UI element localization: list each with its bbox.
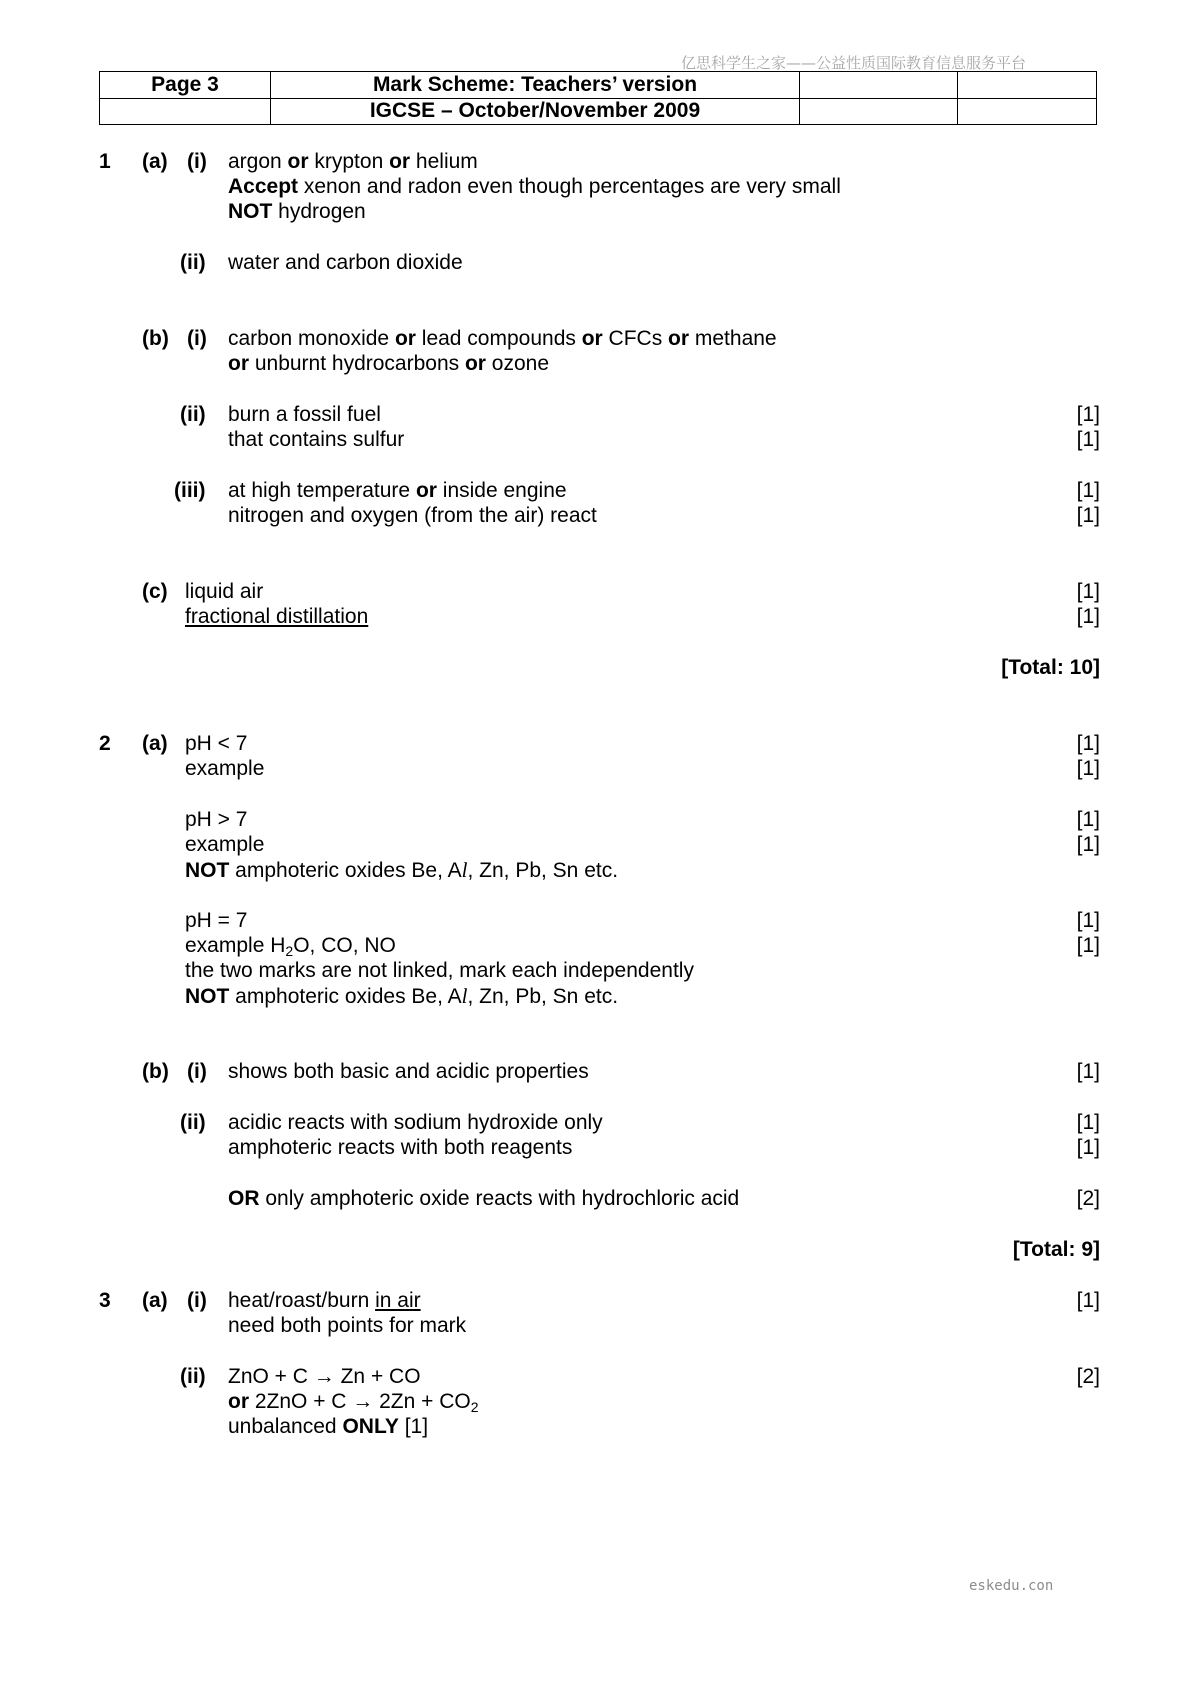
answer-line: ZnO + C → Zn + CO <box>228 1365 421 1388</box>
watermark-text: 亿思科学生之家——公益性质国际教育信息服务平台 <box>681 54 1027 72</box>
subpart-label: (i) <box>187 1060 207 1083</box>
mark: [1] <box>1076 1289 1100 1312</box>
answer-line: Accept xenon and radon even though percentages are very small <box>228 175 841 198</box>
answer-line: or unburnt hydrocarbons or ozone <box>228 352 550 375</box>
answer-line: fractional distillation <box>185 605 369 628</box>
subpart-label: (i) <box>187 150 207 173</box>
answer-line: OR only amphoteric oxide reacts with hydrochloric acid <box>228 1187 740 1210</box>
mark: [1] <box>1076 1136 1100 1159</box>
mark: [1] <box>1076 732 1100 755</box>
answer-line: acidic reacts with sodium hydroxide only <box>228 1111 603 1134</box>
subpart-label: (ii) <box>180 1365 206 1388</box>
part-label: (a) <box>142 732 168 755</box>
answer-line: shows both basic and acidic properties <box>228 1060 589 1083</box>
answer-line: example $H_2O$, CO, NO <box>185 934 396 959</box>
answer-line: carbon monoxide or lead compounds or CFCs or methane <box>228 327 777 350</box>
part-label: (c) <box>142 580 168 603</box>
header-empty-cell <box>958 98 1097 125</box>
header-page: Page 3 <box>100 72 271 99</box>
answer-line: at high temperature or inside engine <box>228 479 567 502</box>
total-marks: [Total: 9] <box>1012 1238 1100 1261</box>
header-subtitle: IGCSE – October/November 2009 <box>271 98 800 125</box>
question-number: 2 <box>99 732 111 755</box>
header-empty-cell <box>958 72 1097 99</box>
answer-line: that contains sulfur <box>228 428 405 451</box>
answer-line: NOT amphoteric oxides Be, Al, Zn, Pb, Sn etc. <box>185 858 619 882</box>
answer-line: pH = 7 <box>185 909 248 932</box>
mark: [1] <box>1076 479 1100 502</box>
answer-line: amphoteric reacts with both reagents <box>228 1136 573 1159</box>
subpart-label: (ii) <box>180 1111 206 1134</box>
footer-text: eskedu.con <box>969 1578 1054 1594</box>
mark: [1] <box>1076 403 1100 426</box>
header-empty-cell <box>800 72 958 99</box>
answer-line: water and carbon dioxide <box>228 251 463 274</box>
mark: [1] <box>1076 1111 1100 1134</box>
mark: [1] <box>1076 757 1100 780</box>
subpart-label: (ii) <box>180 251 206 274</box>
answer-line: need both points for mark <box>228 1314 467 1337</box>
header-table <box>99 71 1097 125</box>
part-label: (b) <box>142 1060 169 1083</box>
mark: [1] <box>1076 428 1100 451</box>
answer-line: NOT hydrogen <box>228 200 366 223</box>
subpart-label: (iii) <box>174 479 206 502</box>
answer-line: pH < 7 <box>185 732 248 755</box>
answer-line: unbalanced ONLY [1] <box>228 1415 429 1438</box>
answer-line: burn a fossil fuel <box>228 403 381 426</box>
header-empty-cell <box>800 98 958 125</box>
mark: [2] <box>1076 1365 1100 1388</box>
part-label: (a) <box>142 150 168 173</box>
subpart-label: (ii) <box>180 403 206 426</box>
question-number: 3 <box>99 1289 111 1312</box>
header-empty-cell <box>100 98 271 125</box>
mark: [1] <box>1076 504 1100 527</box>
answer-line: example <box>185 757 265 780</box>
mark: [1] <box>1076 605 1100 628</box>
part-label: (b) <box>142 327 169 350</box>
answer-line: nitrogen and oxygen (from the air) react <box>228 504 597 527</box>
question-number: 1 <box>99 150 111 173</box>
answer-line: the two marks are not linked, mark each independently <box>185 959 694 982</box>
answer-line: example <box>185 833 265 856</box>
mark: [1] <box>1076 580 1100 603</box>
mark: [1] <box>1076 1060 1100 1083</box>
subpart-label: (i) <box>187 1289 207 1312</box>
mark: [2] <box>1076 1187 1100 1210</box>
mark: [1] <box>1076 909 1100 932</box>
answer-line: heat/roast/burn in air <box>228 1289 421 1312</box>
header-title: Mark Scheme: Teachers’ version <box>271 72 800 99</box>
mark: [1] <box>1076 833 1100 856</box>
answer-line: liquid air <box>185 580 264 603</box>
answer-line: or $2ZnO + C \to 2Zn + CO_2$ <box>228 1390 479 1415</box>
answer-line: pH > 7 <box>185 808 248 831</box>
subpart-label: (i) <box>187 327 207 350</box>
answer-line: NOT amphoteric oxides Be, Al, Zn, Pb, Sn etc. <box>185 984 619 1008</box>
part-label: (a) <box>142 1289 168 1312</box>
answer-line: argon or krypton or helium <box>228 150 478 173</box>
total-marks: [Total: 10] <box>1001 656 1100 679</box>
mark: [1] <box>1076 934 1100 957</box>
mark: [1] <box>1076 808 1100 831</box>
